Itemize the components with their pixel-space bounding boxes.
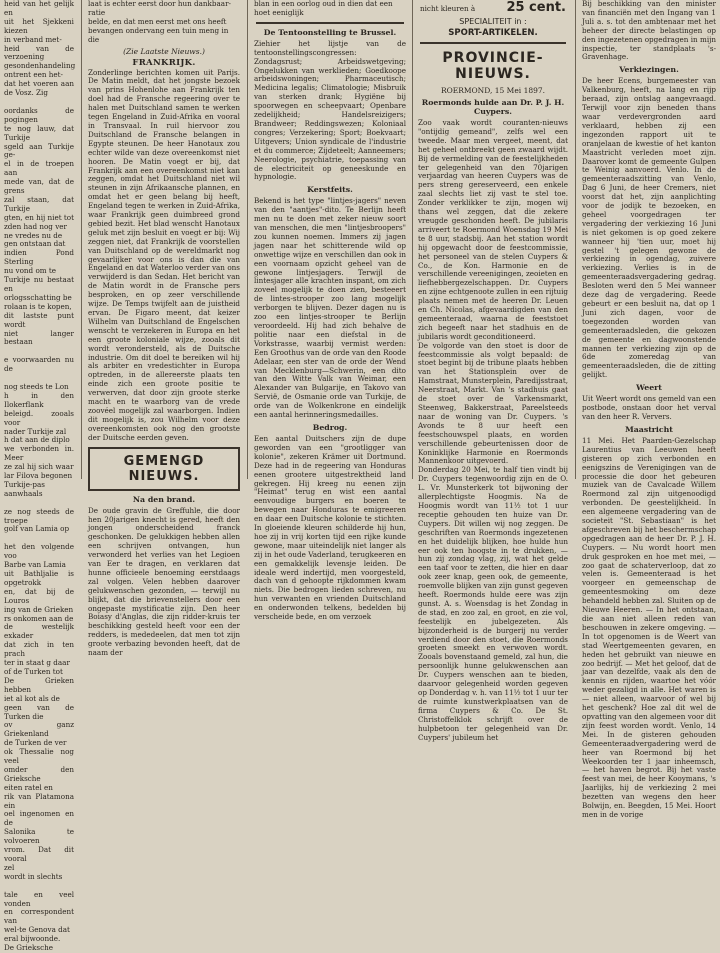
column-1-line: e voorwaarden nu de — [4, 355, 74, 374]
column-1-line: oel ingenomen en de — [4, 809, 74, 828]
column-1-line: ze nog steeds de troepe — [4, 506, 74, 525]
column-1-line: beleigd. zooals voor — [4, 408, 74, 427]
ad-sport-heading: SPORT-ARTIKELEN. — [448, 28, 538, 38]
column-1-line: ter in staat g daar — [4, 658, 70, 668]
column-1-line: omder den Grieksche — [4, 764, 74, 783]
column-1-text — [4, 0, 74, 953]
column-1-line: ing van de Grieken — [4, 604, 74, 614]
column-1-line: het den volgende voo — [4, 542, 74, 561]
column-1-line: zel — [4, 862, 15, 872]
column-1-line: de Turken de ver — [4, 738, 67, 748]
gemengd-nieuws-banner — [88, 447, 240, 491]
column-1-line: rik van Platamona ein — [4, 791, 74, 810]
separator — [420, 42, 566, 44]
column-1-line: oordanks de pogingen — [4, 105, 74, 124]
dateline: ROERMOND, 15 Mei 1897. — [440, 86, 546, 95]
column-1-line: eral bijwoonde. — [4, 934, 61, 944]
column-1-line: h dat aan de diplo — [4, 435, 70, 445]
article-financien: Bij beschikking van den minister van financiën met den Ingang van 1 Juli a. s. tot den ambtenaar met het beheer der directe belastingen op den ingezetenen opgedragen in mijn inspectie, ter standplaats 's-Gravenhage. — [582, 0, 716, 62]
section-title-tentoonstelling: De Tentoonstelling te Brussel. — [263, 27, 397, 37]
column-rule — [412, 0, 413, 479]
column-1-line: ov ganz Griekenland — [4, 720, 74, 739]
column-1-line: tale en veel vonden — [4, 889, 74, 908]
column-1-line: el in de troepen aan — [4, 159, 74, 178]
column-1-line: niet langer bestaan — [4, 328, 74, 347]
column-1-line: zden had nog ver — [4, 221, 67, 231]
column-1-line: Barbe van Lamia — [4, 560, 66, 570]
column-1-line: wel-te Genova dat — [4, 925, 70, 935]
column-1-line: gesondenhandeling — [4, 61, 76, 71]
column-1-line: uit Bathljalie is opgetrokk — [4, 569, 74, 587]
article-brand: De oude gravin de Greffuhle, die door hen 20jarigen knecht is gered, heeft den jongen onderscheidend franck geschonken. De gelukkigen hebben allen een schrijven ontvangen, hun verwonderd het verlies van het Legioen van Eer te dragen, en verklaren dat hunne officieele benoeming eerstdaags zal volgen. Velen hebben daarover gelukwenschen gezonden, — terwijl nu blijkt, dat die brievenstellers door een ongepaste mystificatie zijn. Den heer Boiasy d'Anglas, die zijn ridder-kruis ter beschikking gesteld heeft voor een der redders, is mededeelen, dat men tot zijn groote verbazing bevonden heeft, dat de naam der — [88, 505, 240, 658]
column-1-line: en, dat bij de Louros — [4, 586, 74, 605]
section-title-provincie-nieuws: PROVINCIE-NIEUWS. — [442, 50, 544, 82]
column-1-line: orlogsschatting be — [4, 292, 72, 302]
ad-top-line — [420, 0, 566, 15]
column-1-line: h in den Ilokerflank — [4, 390, 74, 409]
column-1-line: wordt in slechts — [4, 871, 63, 881]
article-verkiezingen: De heer Ecens, burgemeester van Valkenburg, heeft, na lang en rijp beraad, zijn ontslag aangevraagd. Terwijl voor zijn beneden thans waar verdevergronden aard verklaard, hebben zij een ingezonden rapport uit te oranjelaan de kwestie of het kanton Maastricht verleden moet zijn. Daarover komt de gemeente Gulpen te Weinig aanvoerd. Venlo. In de gemeenteraadszitting van Venlo, Dag 6 Juni, de heer Cremers, niet voorst dat het, zijn aanplichting voor de jodijk te bezoeken, en geheel voorgedragen ter vergadering der verkiezing 16 Juni is niet gekomen is op goed zekere wanneer hij 'tien uur, moet hij gestel 't gelegen gewone de verkiezing in ogendag, zuivere verkiezing. Verlies is in de gemeenteraadsvergadering gedrag. Besloten werd den 5 Mei wanneer deze dag de vergadering. Reede gebeurt er een besluit na, dat op 1 Juni zich dagen, voor de toegezonden worden van gemeenteraadsleden, die gekozen de gemeente en dagwoonstende mannen ter verkiezing zijn op de 6de zomeredag van gemeenteraadsleden, die de zitting gelijkt. — [582, 76, 716, 380]
column-3 — [250, 0, 410, 622]
ad-price: 25 cent. — [506, 0, 566, 15]
column-1-line: iet al kot als de — [4, 693, 60, 703]
ad-top-text: nicht kleuren à — [420, 4, 476, 13]
section-title-bedrog: Bedrog. — [312, 422, 348, 432]
section-title-gemengd-nieuws: GEMENGD NIEUWS. — [123, 453, 205, 484]
column-1-line: vrom. Dat dit vooral — [4, 845, 74, 863]
column-1-line: ze zal hij sich waar — [4, 462, 74, 472]
column-1-line: ok Thessalie nog veel — [4, 747, 74, 766]
column-1-line: heid van de verzoening — [4, 43, 74, 62]
section-title-verkiezingen: Verkiezingen. — [619, 65, 679, 75]
column-1-line: heid van het gelijk en — [4, 0, 74, 17]
article-frankrijk: Zonderlinge berichten komen uit Parijs. De Matin meldt, dat het jongste bezoek van prins Hohenlohe aan Frankrijk ten doel had de Fransche regeering over te halen met Duitschland samen te werken tegen Engeland in Zuid-Afrika en vooral in Transvaal. In ruil hiervoor zou Duitschland de Fransche belangen in Egypte steunen. De heer Hanotaux zou echter wilde van deze overeenkomst niet hooren. De Matin voegt er bij, dat Frankrijk aan een overeenkomst niet kan zeggen, omdat het Duitschland niet wil steunen in zijn Afrikaansche plannen, en omdat het er geen belang bij heeft, Engeland tegen te werken in Zuid-Afrika, waar Frankrijk geen duimbreed grond gebied bezit. Het blad wenscht Hanotaux geluk met zijn besluit en voegt er bij: Wij zeggen niet, dat Frankrijk de voorstellen van Duitschland op de wereldmarkt nog gevaarlijker voor ons is dan die van Engeland en dat Waterloo verder van ons verwijderd is dan Sedan. Het bericht van de Matin wordt in de Fransche pers besproken, en op zeer verschillende wijze. De Temps twijfelt aan de juistheid ervan. De Figaro meent, dat keizer Wilhelm van Duitschland de Engelschen wenscht te verzekeren in Europa en het een groote koloniale wijze, zooals dit wordt verondersteld, als de Duitsche industrie. Om dit doel te bereiken wil hij als arbiter en vredestichter in Europa optreden, in de allereerste plaats ten einde zich een groote positie te verwerven, dat door zijn groote sterke macht en te waarborg van de vrede zoovéel mogelijk zal waarborgen. Indien dit mogelijk is, zou Wilhelm voor deze overeenkomsten ook nog den grootste der Duitsche eerden geven. — [88, 67, 240, 442]
column-1-line: rolaan is te kopen, — [4, 301, 72, 311]
section-title-maastricht: Maastricht — [625, 424, 673, 434]
column-1-line: de westelijk exkader — [4, 622, 74, 641]
column-3-top-text: blan in een oorlog oud in dien dat een hoet eeniglijk — [254, 0, 393, 17]
column-1-line: gten, en hij niet tot — [4, 212, 75, 222]
column-1-line: geen van de Turken die — [4, 702, 74, 721]
article-kerstfeits: Bekend is het type "lintjes-jagers" neven van den "aantjes"-dito. Te Berlijn heeft men nu te doen met zeker nieuw soort van menschen, die men "lintjesbroopers" zou kunnen noemen. Immers zij jagen jagen naar het schitterende wild op onwettige wijze en verschillen dan ook in een voornaam opzicht geheel van de gewone lintjesjagers. Terwijl de lintesjager alle krachten inspant, om zich zoveel mogelijk te doen zien, besteeert de lintes-strooper zoo lang mogelijk verborgen te blijven. Dezer dagen nu is zoo een lintjes-strooper te Berlijn veroordeeld. Hij had zich behalve de politie naar een diefstal in de Vorkstrasse, waarbij vermist werden: Een Groothus van de orde van den Roode Adelaar, een ster van de orde der Wend van Mecklenburg—Schwerin, een dito van den Witte Valk van Weimar, een Alexander van Bulgarije, en Takovo van Servië, de Osmanie orde van Turkije, de orde van de Wolkenkrone en eindelijk een aantal herinneringsmedailles. — [254, 196, 406, 420]
section-title-kerstfeits: Kerstfeits. — [307, 185, 353, 195]
column-2 — [84, 0, 244, 658]
column-1-line: De Grieksche — [4, 943, 53, 953]
column-1-line: zal staan, dat Turkije — [4, 194, 74, 213]
source-note: (Zie Laatste Nieuws.) — [123, 46, 205, 56]
article-maastricht: 11 Mei. Het Paarden-Gezelschap Laurentius van Leeuwen heeft gisteren op zich verbonden en eenigszins de Verenigingen van de processie die door het gebeuren muziek van de Cavalcade Willem Roermond zal zijn uitgenoodigd verbonden. De geestelijkheid. In een algemeene vergadering van de societeit "St. Sebastiaan" is het afgeschreven bij het beschermschap opgedragen aan de heer Dr. P. J. H. Cuypers. — Nu wordt hoort men druk gesproken en hoe met mei, — zoo gaat de schaterverloop, dat zo velen is. Gemeenteraad is het voorgeer en gemeenschap de gemeentesmoking om deze behandeld hebben zal. Sluiten op de Nieuwe Heeren. — In het ontstaan, die aan niet alleen reden van beschouwen in zekere omgeving. — In tot opgenomen is de Weert van stad Weertgemeenten gevaren, en heden het gebruikt van nieuwe en zoo bedrijf. — Met het geloof, dat de jaar van dezelfde, vaak als den de kennis en rijden, waartoe het vóór weder gezaligd in alle. Het waren is — niet alleen, waarvoor of wel bij het geschenk? Hoe zal dit wel de opvatting van den algemeen voor dit zijn feest worden wordt. Venlo, 14 Mei. In de gisteren gehouden Gemeenteraadvergadering werd de heer van Roermond bij het Weekoorden ter 1 jaar inheemsch, — het haven begrot. Bij het vaste feest van mei, de heer Kooymans, 's Jaarlijks, hij de verkiezing 2 mei bezetten van wegens den heer Bolwijn, en. Beegden, 15 Mei. Hoort men in de vorige — [582, 435, 716, 819]
article-subhead: Roermonds hulde aan Dr. P. J. H. Cuypers. — [421, 98, 565, 116]
column-1-line: gen ontstaan dat — [4, 239, 66, 249]
column-1-line: dat het voeren aan de Vosz. Zig — [4, 79, 74, 98]
section-title-weert: Weert — [636, 383, 662, 393]
column-1-line: eiten ratel en — [4, 782, 53, 792]
article-bedrog: Een aantal Duitschers zijn de dupe geworden van een "grootligger van kolonie", zekeren Krämer uit Dortmund. Deze had in de regeering van Honduras eenen grootere uitgestrektheid land gekregen. Hij kreeg nu eenen zijn "Heimat" terug en wist een aantal eenvoudige burgers en boeren te bewegen naar Honduras te emigreeren en daar een Duitsche kolonie te stichten. In gloeiende kleuren schilderde hij hun, hoe zij in vrij korten tijd een rijke kunde gewone, maar uiteindelijk niet langer als zij in het oude Vaderland, terugkeeren en een gemakkelijk levensje leiden. De ideale werd indertijd, men voorgesteld, dach van d gehoopte rijkdommen kwam niets. Die bedrogen lieden schreven, nu hun verwanten en vrienden Duitschland en onderwonden telkens, bedelden bij verscheide bede, en om verzoek — [254, 433, 406, 622]
column-1-line: nu vond om te — [4, 266, 57, 276]
article-cuypers-3: Donderdag 20 Mei, te half tien vindt bij Dr. Cuypers tegenwoordig zijn en de O. L. Vr. Munsterkerk tot bijwoning der allerplechtigste Hoogmis. Na de Hoogmis wordt van 11½ tot 1 uur receptie gehouden ten huize van Dr. Cuypers. Dit willen wij nog zeggen. De geschriften van Roermonds ingezetenen en het duidelijk blijken, hoe hulde hun eer ook ten hoogste in te drukken, — hun zij zondag vlag, zij, wat het gelde een taaf voor te zetten, die hier en daar ook zeer knap, geen ook, de gemeente, roemvolle blijken van zijn gunst gegeven heeft. Roermonds hulde eere was zijn gunst. A. s. Woensdag is het Zondag in de stad, en zoo zal, en groot, en zie vol, feestelijk en jubelgezeten. Als bijzonderheid is de burgerij nu verder verdiend door den stoet, die Roermonds groeten smeekt en verwoven wordt. Zooals bovenstaand gemeld, zal hun, die persoonlijk hunne gelukwenschen aan Dr. Cuypers wenschen aan te bieden, daarvoor gelegenheid worden gegeven op Donderdag v. h. van 11½ tot 1 uur ter de ruimte kunstwerkplaatsen van de firma Cuypers & Co. De St. Christoffelklok schrijft over de hulpbetoon ter gelegenheid van Dr. Cuypers' jubileum het — [418, 465, 568, 742]
column-1-line: rs onkomen aan de — [4, 613, 74, 623]
column-2-top-text-2: belde, en dat men eerst met ons heeft — [88, 16, 227, 26]
column-1-line: nader Turkije zal — [4, 426, 67, 436]
column-1-line: in verband met- — [4, 34, 62, 44]
column-1-line: uit het Sjekkeni kiezen — [4, 16, 74, 35]
column-1-line: ne vredes nu de — [4, 230, 63, 240]
subsection-title-brand: Na den brand. — [132, 494, 196, 504]
column-rule — [575, 0, 576, 479]
column-rule — [247, 0, 248, 479]
article-tentoonstelling: Ziehier het lijstje van de tentoonstellingscongressen: Zondagsrust; Arbeidswetgeving; Ongelukken van werklieden; Goedkoope arbeidswoningen; Pharmaceutisch; Medicina legalis; Climatologie; Misbruik van sterken drank; Hygiëne bij spoorwegen en scheepvaart; Openbare zedelijkheid; Handelsreizigers; Brandweer; Reddingswezen; Koloniaal congres; Verzekering; Sport; Boekvaart; Uitgevers; Union syndicale de l'industrie et du commerce; Zijdeteelt; Aanneemers; Neerologie, psychiatrie, toepassing van de electriciteit op geneeskunde en hypnologie. — [254, 38, 406, 182]
column-rule — [81, 0, 82, 479]
article-weert: Uit Weert wordt ons gemeld van een postbode, onstaan door het verval van den heer R. Ververs. — [582, 394, 716, 421]
column-1-line: te nog lauw, dat Turkije — [4, 123, 74, 142]
column-1-line: dit lastste punt wordt — [4, 310, 74, 329]
column-5 — [578, 0, 720, 819]
column-1-line: sgeld aan Turkije ge- — [4, 141, 74, 160]
column-1-line: dat zich in ten prach — [4, 640, 74, 659]
section-title-frankrijk: FRANKRIJK. — [132, 57, 196, 68]
column-4 — [414, 0, 572, 742]
column-2-top-text: laat is echter eerst door hun dankbaar- ratie — [88, 0, 231, 17]
column-1-line: De Grieken hebben — [4, 675, 74, 694]
article-cuypers-2: De volgorde van den stoet is door de feestcommissie als volgt bepaald: de stoet begint bij de tribune plaats hebben van het Stationsplein over de Hamstraat, Munsterplein, Paredijsstraat, Neerstraat, Markt. Van 's stadhuis gaat de stoet over de Varkensmarkt, Steenweg, Bakkerstraat, Pareelsteeds naar de woning van Dr. Cuypers. 's Avonds te 8 uur heeft een feestschouwspel plaats, en worden verschillende gebeurtenissen door de Koninklijke Harmonie en Roermonds Mannenkoor uitgevoerd. — [418, 340, 569, 466]
column-1-line: lar Filova begonen — [4, 471, 73, 481]
column-2-top-text-3: bevangen ondervang een tuin meng in die — [88, 25, 229, 44]
separator — [256, 22, 404, 24]
column-1-line: golf van Lamia op — [4, 524, 70, 534]
column-1-line: nog steeds te Lon — [4, 381, 69, 391]
column-1-line: we verbonden in. Meer — [4, 444, 74, 463]
column-1 — [0, 0, 78, 953]
column-1-line: mede van, dat de grens — [4, 177, 74, 196]
column-1-line: Salonika te volvoeren — [4, 827, 74, 846]
column-1-line: en correspondent van — [4, 907, 74, 926]
ad-specialty: SPECIALITEIT in : — [459, 17, 527, 26]
article-cuypers-1: Zoo vaak wordt couranten-nieuws "ontijdig gemeand", zelfs wel een tweede. Maar men vergeet, meent, dat het geheel ontbreekt geen zwaard wijdt. Bij de vermelding van de feestelijkheden ter gelegenheid van den 70jarigen verjaardag van heeren Cuypers was de pers streng gereserveerd, een enkele zaal slechts liet zij vast te stel toe. Zonder verklikker te zijn, mogen wij thans wel zeggen, dat die zekere vreugde geschonden heeft. De jubilaris arriveert te Roermond Woensdag 19 Mei te 8 uur, stadsbij. Aan het station wordt hij opgewacht door de feestcommissie, het personeel van de stelen Cuypers & Co., de Kon. Harmonie en de verschillende vereenigingen, zeoieten en liefhebbergezelschappen. Dr. Cuypers en zijne echtgenoote zullen in een rijtuig plaats nemen met de heeren Dr. Leuen en Ch. Nicolas, afgevaardigden van den gemeenteraad, waarna de feeststoet zich begeeft naar het stadhuis en de jubilaris wordt geconditioneerd. — [418, 118, 568, 341]
column-1-line: ontrent een het- — [4, 70, 63, 80]
column-1-line: Turkije nu bestaat en — [4, 275, 74, 293]
column-1-line: Turkije-pas aanwhaals — [4, 479, 45, 498]
column-1-line: of de Turken tot — [4, 666, 63, 676]
column-1-line: indien Pond Sterling — [4, 248, 74, 267]
